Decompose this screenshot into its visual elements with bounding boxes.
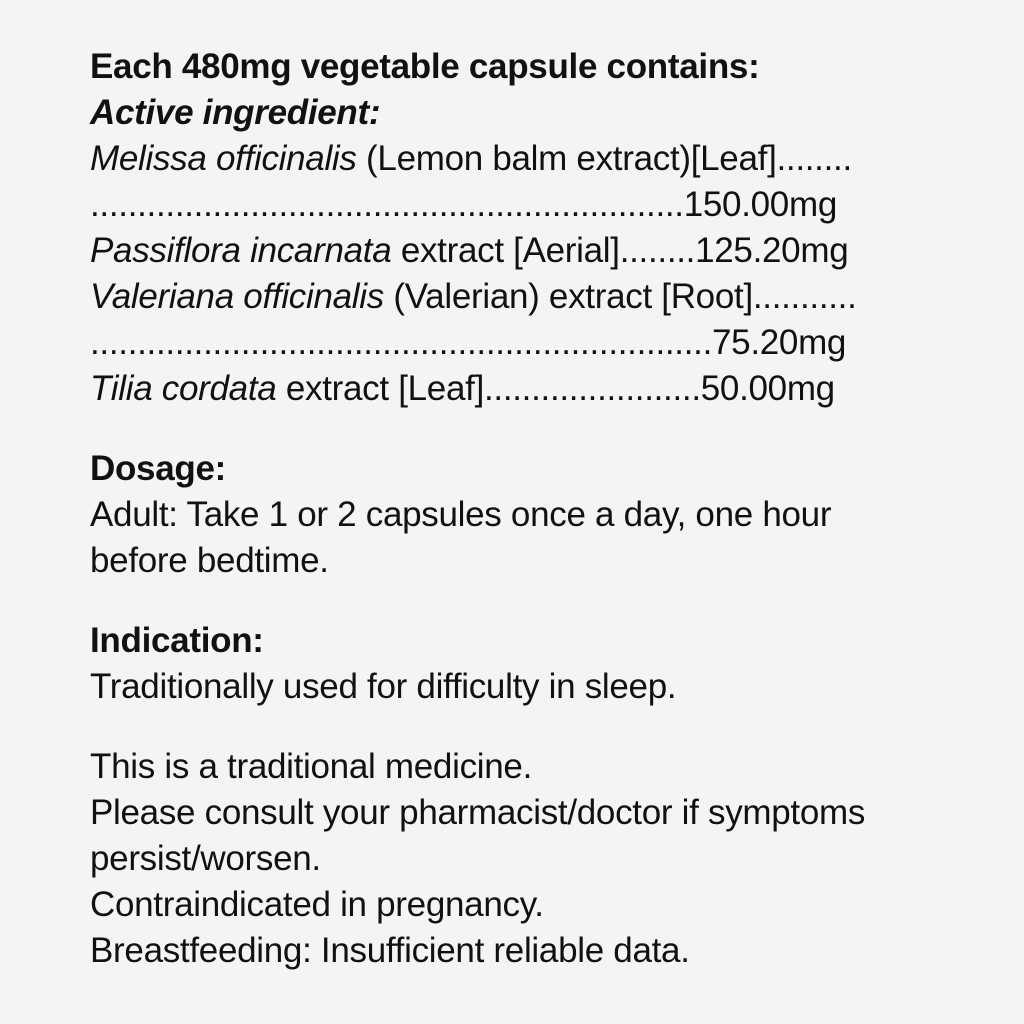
ingredient-detail: extract [Leaf].......................50.00mg [276, 369, 835, 408]
dosage-section [90, 446, 950, 584]
ingredient-detail: (Valerian) extract [Root]........... [383, 277, 857, 316]
ingredient-melissa [90, 136, 950, 228]
active-ingredient-label: Active ingredient: [90, 93, 381, 132]
note-line: Contraindicated in pregnancy. [90, 885, 544, 924]
ingredient-latin-name: Passiflora incarnata [90, 231, 392, 270]
notes-section [90, 744, 950, 974]
dosage-label: Dosage: [90, 449, 226, 488]
indication-label: Indication: [90, 621, 264, 660]
section-spacer [90, 584, 950, 618]
ingredient-detail: (Lemon balm extract)[Leaf]........ [356, 139, 852, 178]
note-line: persist/worsen. [90, 839, 321, 878]
note-line: Please consult your pharmacist/doctor if symptoms [90, 793, 866, 832]
dosage-text-line: before bedtime. [90, 541, 329, 580]
capsule-heading: Each 480mg vegetable capsule contains: [90, 47, 760, 86]
ingredient-list [90, 136, 950, 412]
label-panel [90, 44, 950, 974]
ingredient-valeriana [90, 274, 950, 366]
ingredient-amount-line: ...............................................................150.00mg [90, 185, 837, 224]
ingredient-amount-line: ..................................................................75.20mg [90, 323, 847, 362]
ingredient-latin-name: Melissa officinalis [90, 139, 357, 178]
indication-section [90, 618, 950, 710]
section-spacer [90, 710, 950, 744]
note-line: Breastfeeding: Insufficient reliable data. [90, 931, 690, 970]
ingredient-detail: extract [Aerial]........125.20mg [391, 231, 849, 270]
ingredient-passiflora [90, 228, 950, 274]
dosage-text-line: Adult: Take 1 or 2 capsules once a day, one hour [90, 495, 832, 534]
ingredient-tilia [90, 366, 950, 412]
ingredient-latin-name: Valeriana officinalis [90, 277, 384, 316]
section-spacer [90, 412, 950, 446]
ingredient-latin-name: Tilia cordata [90, 369, 277, 408]
note-line: This is a traditional medicine. [90, 747, 533, 786]
indication-text: Traditionally used for difficulty in sleep. [90, 667, 677, 706]
